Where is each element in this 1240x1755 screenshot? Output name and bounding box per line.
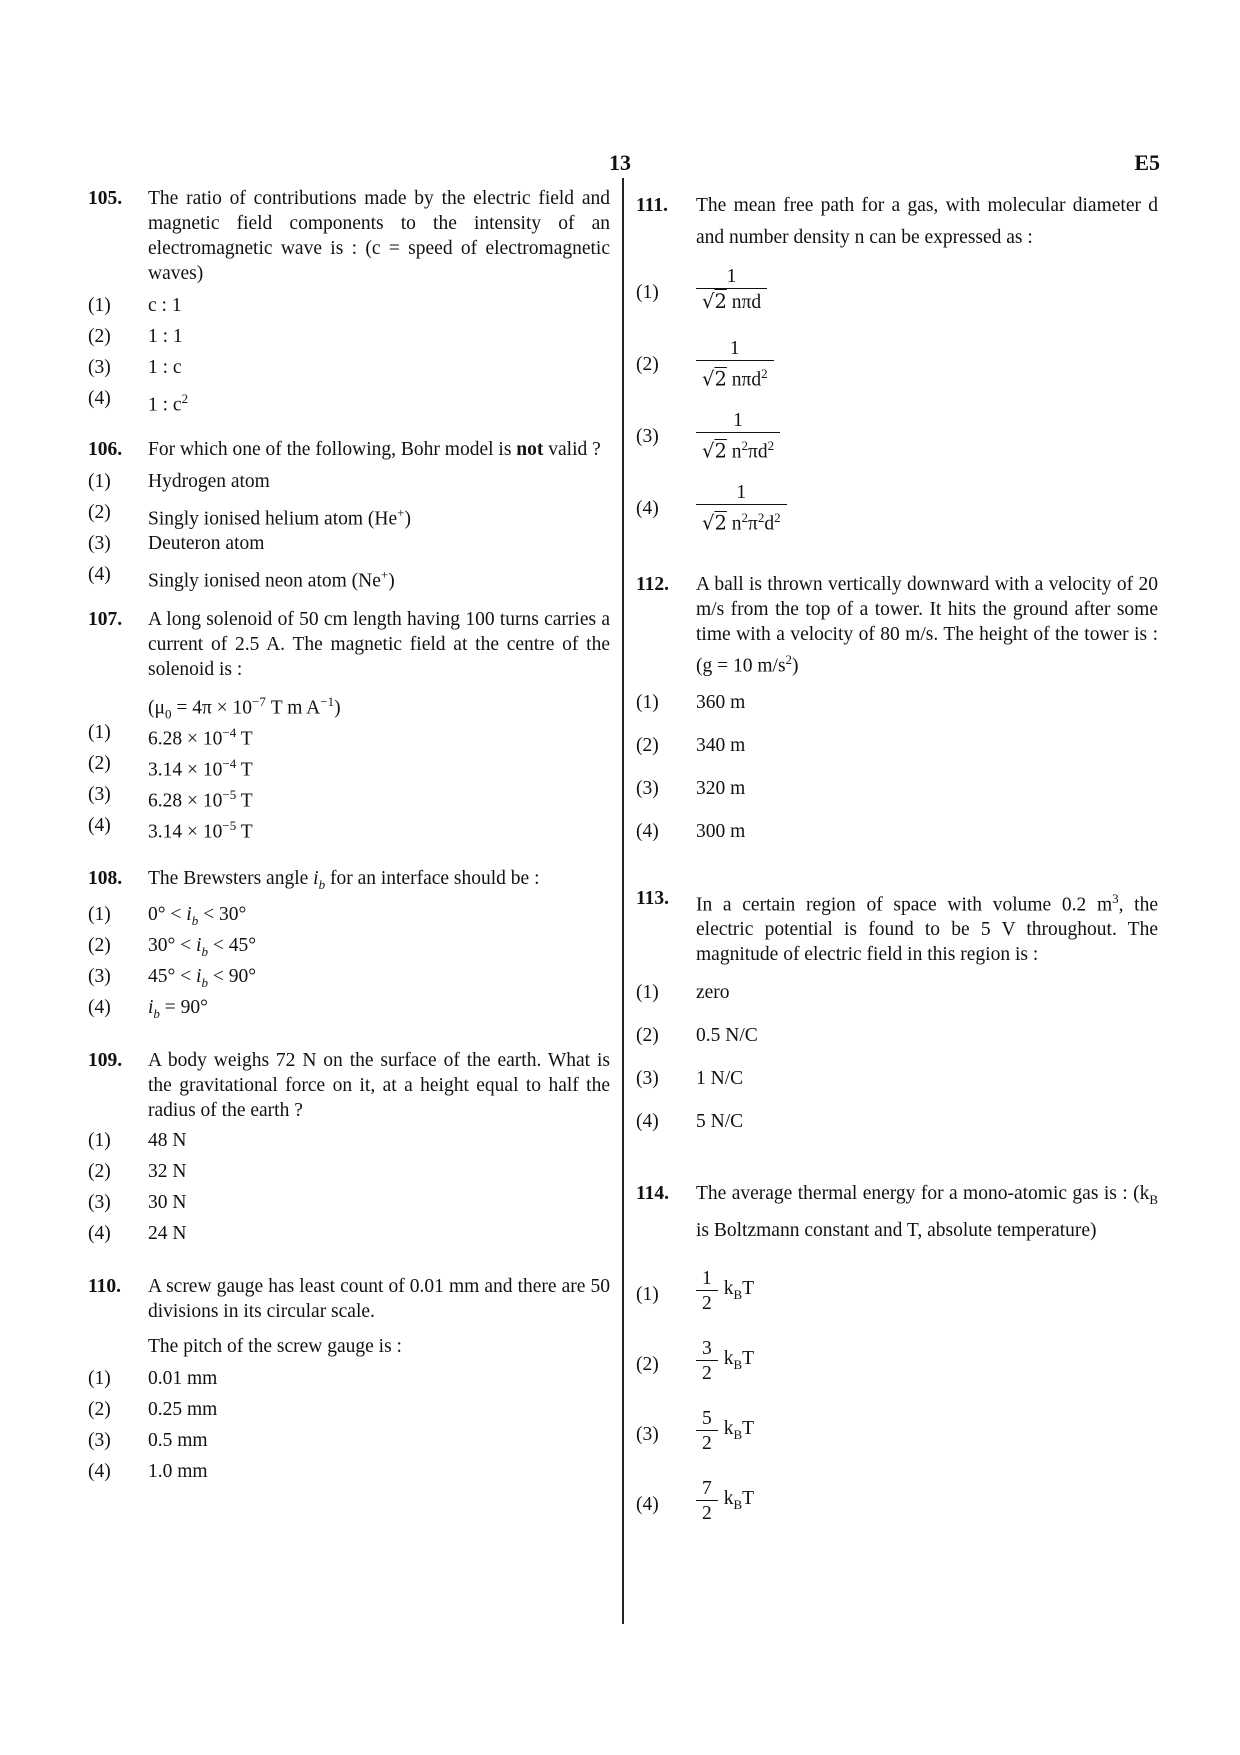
option-number: (2) — [636, 354, 659, 375]
question-text — [696, 886, 1158, 968]
option — [88, 721, 610, 750]
question-number: 112. — [636, 574, 670, 595]
constant — [723, 1488, 755, 1513]
option-number: (4) — [88, 564, 111, 585]
option — [88, 1429, 610, 1453]
option-number: (2) — [88, 753, 111, 774]
denominator: √2 nπd — [696, 288, 767, 316]
option-text: zero — [696, 982, 730, 1003]
denominator: 2 — [696, 1500, 718, 1527]
denominator: √2 $n^2\pi^2d^2$ — [696, 504, 787, 538]
numerator: 5 — [702, 1407, 712, 1429]
option-number: (3) — [88, 784, 111, 805]
option — [88, 325, 610, 349]
symbol: k — [723, 1348, 734, 1370]
option-number: (2) — [636, 1353, 659, 1375]
text-part: is Boltzmann constant and T, absolute temperature) — [696, 1219, 1097, 1241]
question-text — [148, 866, 610, 897]
option — [636, 734, 1158, 758]
superscript: + — [380, 567, 389, 582]
option-text: T — [236, 790, 253, 812]
emphasis: not — [516, 439, 544, 460]
fraction — [696, 1408, 718, 1457]
denominator: √2 nπd$^2$ — [696, 360, 774, 394]
superscript: −4 — [222, 756, 237, 771]
question-text — [148, 437, 610, 462]
option-text: T — [236, 759, 253, 781]
subscript: b — [201, 974, 208, 990]
option — [88, 814, 610, 843]
subscript: B — [733, 1497, 743, 1513]
option — [636, 1067, 1158, 1091]
subscript: 0 — [164, 706, 172, 722]
superscript: + — [397, 505, 405, 520]
question-text: The ratio of contributions made by the electric field and magnetic field components to the intensity of an electromagnetic wave is : (c = speed of electromagnetic waves) — [148, 188, 610, 284]
question-text: The mean free path for a gas, with molecular diameter d and number density n can be expressed as : — [696, 195, 1158, 248]
question-number: 114. — [636, 1183, 670, 1204]
option-number: (1) — [88, 722, 111, 743]
option-number: (2) — [636, 734, 659, 756]
numerator: 1 — [733, 410, 743, 431]
option-text: Hydrogen atom — [148, 471, 270, 492]
subscript: B — [733, 1287, 743, 1303]
option — [636, 1478, 1158, 1532]
option-text: 6.28 × 10 — [148, 790, 223, 812]
question-number: 107. — [88, 609, 123, 630]
denominator: 2 — [696, 1430, 718, 1457]
option-number: (3) — [636, 426, 659, 447]
numerator: 1 — [726, 266, 737, 287]
page-number: 13 — [609, 150, 631, 175]
symbol: k — [723, 1488, 734, 1510]
question-number: 110. — [88, 1275, 122, 1297]
superscript: 3 — [1112, 890, 1119, 906]
option-text: < 45° — [207, 934, 257, 956]
subscript: B — [1149, 1191, 1158, 1207]
question-112 — [636, 572, 1158, 679]
option-number: (2) — [88, 1160, 111, 1182]
option-text: 1.0 mm — [148, 1460, 208, 1482]
denominator-text: n — [726, 441, 742, 463]
option — [88, 934, 610, 958]
option — [88, 752, 610, 781]
numerator: 3 — [702, 1337, 712, 1359]
radicand: 2 — [714, 439, 727, 463]
option-number: (3) — [88, 357, 111, 378]
option — [88, 996, 610, 1020]
option-number: (3) — [636, 1423, 659, 1445]
option-number: (1) — [88, 295, 111, 316]
option-number: (2) — [88, 1398, 111, 1420]
text-part: (μ — [148, 697, 165, 719]
superscript: 2 — [761, 366, 768, 381]
option-number: (3) — [636, 1068, 659, 1089]
numerator: 1 — [736, 482, 747, 503]
option-text: 3.14 × 10 — [148, 821, 223, 843]
option-number: (1) — [88, 903, 111, 925]
superscript: 2 — [741, 438, 748, 453]
numerator: 1 — [729, 338, 740, 359]
option-number: (1) — [636, 691, 659, 713]
given-constant — [88, 690, 610, 722]
option-text: 320 m — [696, 777, 746, 799]
option-text: 5 N/C — [696, 1111, 744, 1132]
radicand: 2 — [714, 290, 727, 313]
option-text: 6.28 × 10 — [148, 728, 223, 750]
option-text: 340 m — [696, 734, 746, 756]
radicand: 2 — [714, 367, 727, 391]
option — [636, 1338, 1158, 1392]
subscript: b — [201, 943, 208, 959]
question-number: 113. — [636, 887, 670, 909]
option-text: 45° < — [148, 965, 197, 987]
option-text: c : 1 — [148, 295, 182, 316]
superscript: −4 — [222, 725, 237, 740]
option-number: (2) — [88, 326, 111, 347]
denominator-text: n — [726, 513, 742, 535]
option-number: (4) — [88, 815, 111, 836]
superscript: 2 — [785, 652, 793, 667]
option-text: 300 m — [696, 820, 746, 842]
question-number: 111. — [636, 195, 668, 216]
denominator-text: nπd — [726, 369, 762, 391]
fraction — [696, 338, 774, 394]
option — [88, 356, 610, 380]
question-number: 109. — [88, 1049, 123, 1071]
option — [88, 1160, 610, 1184]
question-105 — [88, 186, 610, 286]
option — [88, 903, 610, 927]
denominator-text: nπd — [726, 292, 762, 313]
radicand: 2 — [714, 511, 727, 535]
question-subtext: The pitch of the screw gauge is : — [148, 1335, 402, 1357]
option-number: (1) — [636, 982, 659, 1003]
option-text: = 90° — [159, 996, 208, 1018]
option — [88, 294, 610, 318]
question-108 — [88, 866, 610, 897]
option-number: (1) — [88, 1367, 111, 1389]
symbol: k — [723, 1278, 734, 1300]
right-column — [636, 190, 1158, 1532]
option-number: (4) — [636, 498, 659, 519]
option-text: < 30° — [198, 903, 247, 925]
symbol: T — [742, 1278, 755, 1300]
option — [636, 1024, 1158, 1048]
option-number: (4) — [636, 1111, 659, 1132]
numerator: 7 — [702, 1477, 712, 1499]
question-number: 108. — [88, 868, 123, 889]
question-111 — [636, 190, 1158, 254]
fraction — [696, 1338, 718, 1387]
variable: i — [196, 965, 202, 987]
subscript: B — [733, 1427, 743, 1443]
option-text: 30° < — [148, 934, 197, 956]
option-text: T — [236, 728, 253, 750]
text-part: The average thermal energy for a mono-atomic gas is : (k — [696, 1183, 1150, 1204]
superscript: −7 — [252, 694, 266, 709]
option — [88, 1222, 610, 1246]
option — [636, 691, 1158, 715]
option-number: (2) — [636, 1025, 659, 1046]
denominator: √2 $n^2\pi d^2$ — [696, 432, 780, 466]
question-text: A screw gauge has least count of 0.01 mm and there are 50 divisions in its circular scale. — [148, 1275, 610, 1322]
text-part: valid ? — [543, 439, 601, 460]
option — [88, 563, 610, 592]
denominator-text: π — [747, 513, 758, 535]
text-part: In a certain region of space with volume 0.2 m — [696, 894, 1113, 915]
option — [88, 470, 610, 494]
denominator: 2 — [696, 1360, 718, 1387]
option — [636, 410, 1158, 464]
option-text: < 90° — [207, 965, 257, 987]
option-number: (3) — [88, 533, 111, 554]
option-number: (1) — [88, 1129, 111, 1151]
option-text: Singly ionised helium atom (He — [148, 508, 398, 530]
symbol: T — [742, 1348, 755, 1370]
constant — [723, 1418, 755, 1443]
option-text: 1 : 1 — [148, 326, 183, 347]
option-number: (3) — [88, 965, 111, 987]
superscript: −5 — [222, 787, 237, 802]
option-text: 3.14 × 10 — [148, 759, 223, 781]
option — [88, 1129, 610, 1153]
option — [636, 1268, 1158, 1322]
variable: i — [148, 996, 154, 1018]
option-text: ) — [404, 508, 411, 530]
option-text: 0.5 N/C — [696, 1025, 758, 1046]
text-part: ) — [334, 697, 341, 719]
option-number: (4) — [88, 388, 111, 409]
subscript: b — [191, 912, 199, 928]
symbol: T — [742, 1418, 755, 1440]
option — [636, 981, 1158, 1005]
option-text: T — [236, 821, 253, 843]
option — [636, 266, 1158, 320]
option-text: 24 N — [148, 1222, 187, 1244]
option-number: (2) — [88, 934, 111, 956]
option-text: Deuteron atom — [148, 533, 265, 554]
fraction — [696, 482, 787, 538]
option — [636, 777, 1158, 801]
question-text: A long solenoid of 50 cm length having 100 turns carries a current of 2.5 A. The magnetic field at the centre of the solenoid is : — [148, 609, 610, 680]
option-text: 360 m — [696, 691, 746, 713]
text-part: for an interface should be : — [325, 868, 540, 889]
option — [88, 1367, 610, 1391]
superscript: −5 — [222, 818, 237, 833]
numerator: 1 — [702, 1267, 712, 1289]
option-text: 1 N/C — [696, 1068, 744, 1089]
subscript: b — [153, 1005, 160, 1021]
fraction — [696, 1268, 718, 1317]
option-text: 32 N — [148, 1160, 187, 1182]
option-text: 0.25 mm — [148, 1398, 218, 1420]
symbol: T — [742, 1488, 755, 1510]
option-number: (3) — [88, 1429, 111, 1451]
variable: i — [196, 934, 202, 956]
superscript: 2 — [757, 510, 765, 525]
text-part: T m A — [265, 697, 321, 719]
denominator: 2 — [696, 1290, 718, 1317]
question-107 — [88, 607, 610, 682]
option — [88, 1398, 610, 1422]
superscript: 2 — [181, 391, 189, 406]
option-number: (1) — [636, 282, 659, 303]
option-number: (1) — [636, 1283, 659, 1305]
option — [636, 1110, 1158, 1134]
option — [88, 387, 610, 416]
superscript: 2 — [741, 510, 748, 525]
option-text: Singly ionised neon atom (Ne — [148, 570, 381, 592]
option-text: ) — [388, 570, 395, 592]
option-number: (4) — [636, 1493, 659, 1515]
option-text: 1 : c — [148, 394, 182, 416]
question-109 — [88, 1048, 610, 1123]
option-number: (4) — [636, 820, 659, 842]
fraction — [696, 1478, 718, 1527]
question-number: 106. — [88, 439, 123, 460]
question-number: 105. — [88, 188, 123, 209]
option — [88, 1460, 610, 1484]
option — [88, 965, 610, 989]
option — [636, 482, 1158, 536]
constant — [723, 1278, 755, 1303]
left-column — [88, 186, 610, 1484]
question-106 — [88, 437, 610, 462]
option — [636, 338, 1158, 392]
superscript: 2 — [767, 438, 775, 453]
fraction — [696, 410, 780, 466]
superscript: 2 — [774, 510, 781, 525]
option-text: 0° < — [148, 903, 187, 925]
constant — [723, 1348, 755, 1373]
option-number: (3) — [636, 777, 659, 799]
column-divider — [622, 178, 624, 1624]
text-part: The Brewsters angle — [148, 868, 314, 889]
question-text — [696, 572, 1158, 679]
question-text: A body weighs 72 N on the surface of the earth. What is the gravitational force on it, at a height equal to half the radius of the earth ? — [148, 1049, 610, 1121]
denominator-text: d — [764, 513, 775, 535]
text-part: A ball is thrown vertically downward with a velocity of 20 m/s from the top of a tower. It hits the ground after some time with a velocity of 80 m/s. The height of the tower is : (g = 10 m/s — [696, 574, 1158, 677]
symbol: k — [723, 1418, 734, 1440]
text-part: For which one of the following, Bohr model is — [148, 439, 517, 460]
option-number: (4) — [88, 1222, 111, 1244]
option — [88, 783, 610, 812]
denominator-text: πd — [747, 441, 768, 463]
subscript: b — [318, 876, 326, 892]
text-part: = 4π × 10 — [171, 697, 253, 719]
option — [636, 820, 1158, 844]
option — [88, 532, 610, 556]
variable: i — [313, 868, 319, 889]
fraction — [696, 266, 767, 316]
option-number: (4) — [88, 1460, 111, 1482]
question-text — [696, 1178, 1158, 1246]
option-text: 30 N — [148, 1191, 187, 1213]
question-114 — [636, 1178, 1158, 1246]
option-number: (2) — [88, 502, 111, 523]
text-part: , the electric potential is found to be 5 V throughout. The magnitude of electric field in this region is : — [696, 894, 1159, 965]
superscript: −1 — [320, 694, 335, 709]
option-text: 0.01 mm — [148, 1367, 218, 1389]
option-text: 0.5 mm — [148, 1429, 208, 1451]
option-text: 1 : c — [148, 357, 182, 378]
option-number: (3) — [88, 1191, 111, 1213]
text-part: ) — [792, 655, 799, 677]
paper-code: E5 — [1134, 150, 1160, 175]
option — [88, 501, 610, 530]
option — [636, 1408, 1158, 1462]
variable: i — [186, 903, 192, 925]
option-text: 48 N — [148, 1129, 187, 1151]
subscript: B — [733, 1357, 743, 1373]
option — [88, 1191, 610, 1215]
option-number: (1) — [88, 471, 111, 492]
option-number: (4) — [88, 996, 111, 1018]
question-113 — [636, 886, 1158, 968]
question-110 — [88, 1274, 610, 1359]
